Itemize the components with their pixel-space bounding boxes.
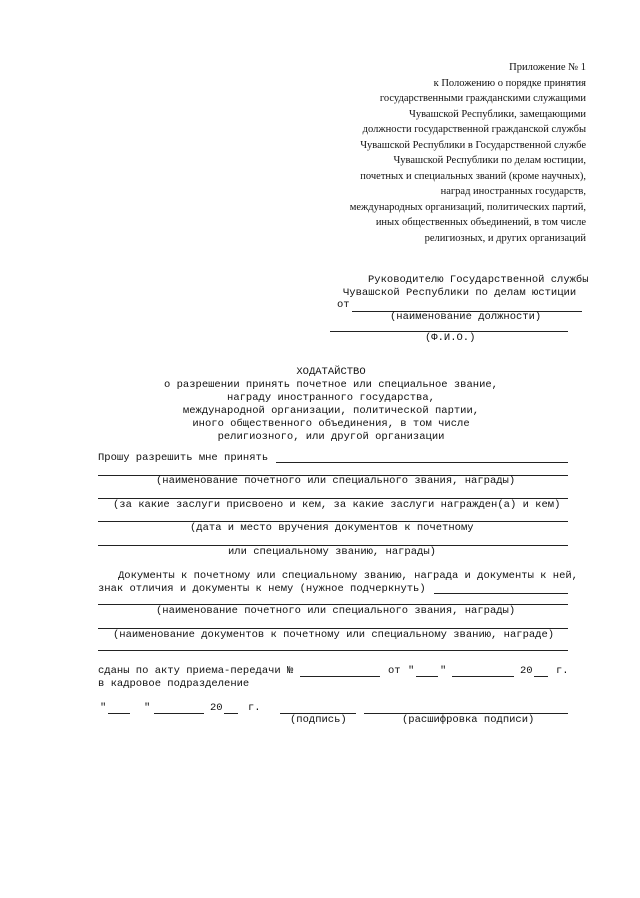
petition-line: религиозного, или другой организации: [217, 431, 445, 443]
petition-line: награду иностранного государства,: [227, 392, 435, 404]
documents-line-2: знак отличия и документы к нему (нужное подчеркнуть): [98, 583, 426, 595]
from-label: от: [337, 299, 350, 311]
year-field[interactable]: [534, 676, 548, 677]
award-field-line-1[interactable]: [276, 462, 568, 463]
quote-close: ": [440, 665, 447, 677]
appendix-header: [286, 60, 586, 246]
petition-title: ХОДАТАЙСТВО: [296, 366, 366, 378]
appendix-line: иных общественных объединений, в том числе: [375, 217, 586, 228]
month-field[interactable]: [452, 676, 514, 677]
day-field[interactable]: [416, 676, 438, 677]
position-caption: (наименование должности): [390, 311, 542, 323]
documents-line-1: Документы к почетному или специальному званию, награда и документы к ней,: [118, 570, 578, 582]
award-caption-2: (наименование почетного или специального звания, награды): [156, 605, 516, 617]
documents-caption: (наименование документов к почетному или специальному званию, награде): [113, 629, 555, 641]
appendix-line: наград иностранных государств,: [440, 186, 586, 197]
addressee-line-2: Чувашской Республики по делам юстиции: [343, 287, 577, 299]
quote-open: ": [408, 665, 415, 677]
appendix-line: международных организаций, политических партий,: [349, 201, 586, 213]
handover-from: от: [388, 665, 401, 677]
addressee-line-1: Руководителю Государственной службы: [368, 274, 589, 286]
signature-decode-caption: (расшифровка подписи): [402, 714, 535, 726]
petition-line: иного общественного объединения, в том числе: [192, 418, 470, 430]
sign-year-suffix: г.: [248, 702, 261, 714]
appendix-line: к Положению о порядке принятия: [433, 77, 586, 89]
petition-line: международной организации, политической партии,: [182, 405, 480, 417]
act-number-field[interactable]: [300, 676, 380, 677]
documents-field-line-1[interactable]: [434, 593, 568, 594]
sign-year-prefix: 20: [210, 702, 223, 714]
signature-caption: (подпись): [290, 714, 347, 726]
petition-line: о разрешении принять почетное или специальное звание,: [164, 379, 498, 391]
appendix-line: Чувашской Республики по делам юстиции,: [393, 155, 586, 166]
sign-quote-open: ": [100, 702, 107, 714]
merits-caption: (за какие заслуги присвоено и кем, за какие заслуги награжден(а) и кем): [113, 499, 561, 511]
appendix-line: государственными гражданскими служащими: [379, 93, 586, 104]
date-place-caption-2: или специальному званию, награды): [228, 546, 436, 558]
award-caption: (наименование почетного или специального звания, награды): [156, 475, 516, 487]
sign-day-field[interactable]: [108, 713, 130, 714]
year-prefix: 20: [520, 665, 533, 677]
appendix-line: почетных и специальных званий (кроме научных),: [360, 170, 586, 182]
appendix-line: Приложение № 1: [509, 62, 586, 73]
appendix-line: должности государственной гражданской службы: [362, 124, 586, 135]
appendix-line: религиозных, и других организаций: [424, 232, 586, 244]
date-place-caption-1: (дата и место вручения документов к почетному: [190, 522, 474, 534]
request-label: Прошу разрешить мне принять: [98, 452, 269, 464]
appendix-line: Чувашской Республики, замещающими: [409, 108, 586, 120]
appendix-line: Чувашской Республики в Государственной службе: [360, 139, 586, 151]
name-caption: (Ф.И.О.): [425, 332, 476, 344]
petition-heading: [96, 366, 566, 444]
hr-department-label: в кадровое подразделение: [98, 678, 250, 690]
sign-quote-close: ": [144, 702, 151, 714]
handover-label: сданы по акту приема-передачи №: [98, 665, 294, 677]
sign-month-field[interactable]: [154, 713, 204, 714]
documents-extra-field-line[interactable]: [98, 650, 568, 651]
sign-year-field[interactable]: [224, 713, 238, 714]
year-suffix: г.: [556, 665, 569, 677]
